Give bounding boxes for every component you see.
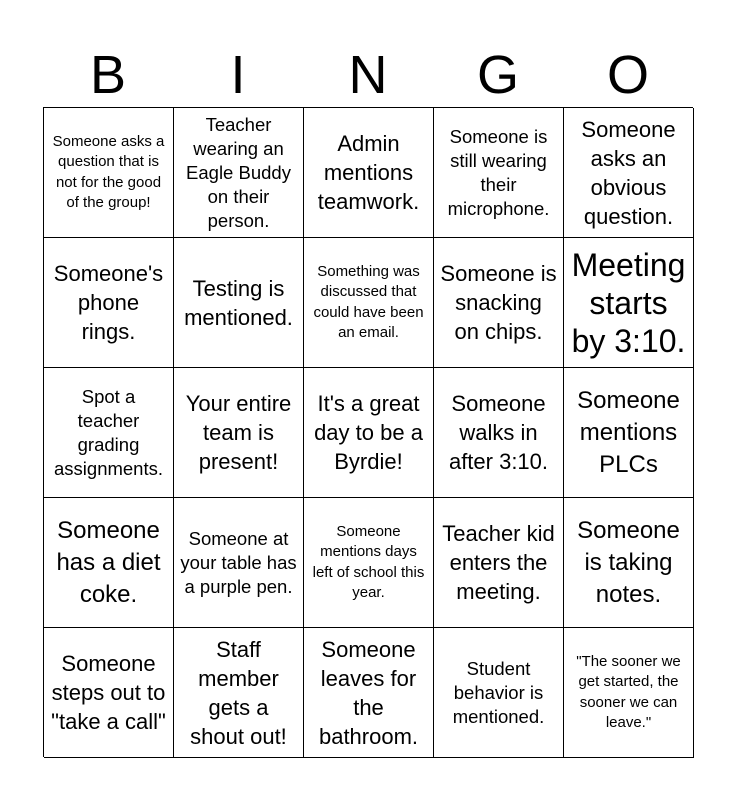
cell-text: Someone leaves for the bathroom. xyxy=(318,636,419,749)
bingo-cell[interactable] xyxy=(564,108,694,238)
cell-text: Something was discussed that could have been an email. xyxy=(313,262,424,341)
header-letter-b: B xyxy=(89,45,127,105)
header-letter-o: O xyxy=(606,45,649,105)
cell-text: It's a great day to be a Byrdie! xyxy=(314,391,423,474)
bingo-cell[interactable] xyxy=(564,368,694,498)
cell-text: Spot a teacher grading assignments. xyxy=(54,385,163,479)
bingo-header xyxy=(43,42,693,108)
cell-text: Someone mentions days left of school this year. xyxy=(312,522,425,601)
cell-text: Someone asks an obvious question. xyxy=(581,116,676,229)
bingo-cell[interactable] xyxy=(174,108,304,238)
cell-text: Your entire team is present! xyxy=(185,391,292,474)
cell-text: Someone is snacking on chips. xyxy=(440,261,557,344)
bingo-cell[interactable] xyxy=(564,498,694,628)
bingo-board xyxy=(43,107,693,757)
cell-text: Staff member gets a shout out! xyxy=(190,636,287,749)
cell-text: Student behavior is mentioned. xyxy=(452,657,545,727)
bingo-cell[interactable] xyxy=(174,628,304,758)
cell-text: "The sooner we get started, the sooner we can leave." xyxy=(576,652,681,731)
cell-text: Someone steps out to "take a call" xyxy=(51,651,166,734)
bingo-cell[interactable] xyxy=(434,108,564,238)
bingo-cell[interactable] xyxy=(434,238,564,368)
bingo-cell[interactable] xyxy=(174,368,304,498)
cell-text: Someone is still wearing their microphone. xyxy=(447,125,550,219)
cell-text: Someone's phone rings. xyxy=(53,261,164,344)
header-letter-n: N xyxy=(348,45,388,105)
bingo-cell[interactable] xyxy=(304,238,434,368)
cell-text: Someone asks a question that is not for the good of the group! xyxy=(52,132,165,211)
cell-text: Testing is mentioned. xyxy=(184,275,293,330)
cell-text: Someone has a diet coke. xyxy=(56,516,161,608)
bingo-cell[interactable] xyxy=(174,238,304,368)
cell-text: Someone walks in after 3:10. xyxy=(448,391,549,474)
cell-text: Teacher wearing an Eagle Buddy on their person. xyxy=(186,113,291,231)
header-letter-i: I xyxy=(230,45,246,105)
cell-text: Someone mentions PLCs xyxy=(577,386,680,478)
bingo-cell[interactable] xyxy=(564,628,694,758)
bingo-cell[interactable] xyxy=(44,108,174,238)
bingo-cell[interactable] xyxy=(564,238,694,368)
bingo-cell[interactable] xyxy=(174,498,304,628)
bingo-cell[interactable] xyxy=(304,368,434,498)
cell-text: Someone at your table has a purple pen. xyxy=(180,527,297,597)
bingo-cell[interactable] xyxy=(304,628,434,758)
bingo-cell[interactable] xyxy=(44,498,174,628)
cell-text: Teacher kid enters the meeting. xyxy=(442,521,555,604)
bingo-cell[interactable] xyxy=(44,628,174,758)
bingo-cell[interactable] xyxy=(44,238,174,368)
bingo-cell[interactable] xyxy=(44,368,174,498)
cell-text: Meeting starts by 3:10. xyxy=(571,246,686,359)
bingo-cell[interactable] xyxy=(434,628,564,758)
header-letter-g: G xyxy=(476,45,519,105)
bingo-cell[interactable] xyxy=(434,368,564,498)
bingo-cell[interactable] xyxy=(434,498,564,628)
bingo-cell[interactable] xyxy=(304,108,434,238)
cell-text: Someone is taking notes. xyxy=(577,516,680,608)
cell-text: Admin mentions teamwork. xyxy=(317,131,420,214)
bingo-cell[interactable] xyxy=(304,498,434,628)
